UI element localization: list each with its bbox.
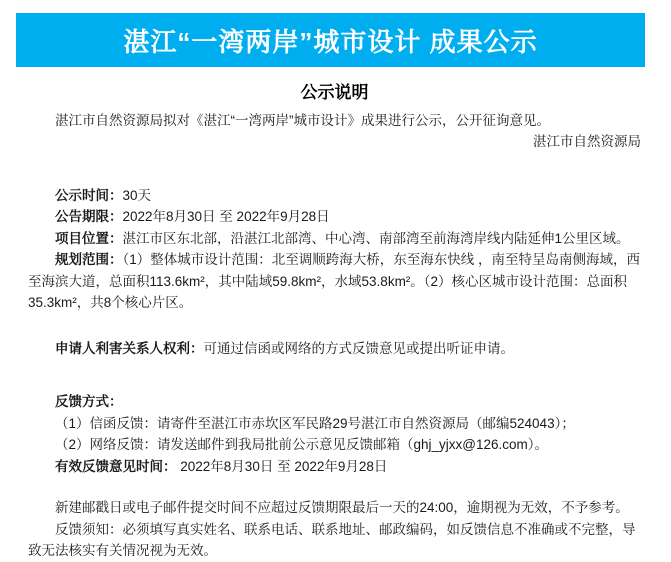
spacer xyxy=(28,477,641,497)
valid-time-value: 2022年8月30日 至 2022年9月28日 xyxy=(180,458,388,474)
field-label: 规划范围： xyxy=(55,252,123,267)
notice-body xyxy=(0,82,671,562)
notice-title-banner xyxy=(16,13,645,67)
field-value: 2022年8月30日 至 2022年9月28日 xyxy=(122,209,330,224)
field-planning-scope xyxy=(28,249,641,314)
note-requirements: 反馈须知：必须填写真实姓名、联系电话、联系地址、邮政编码，如反馈信息不准确或不完整，导致无法核实有关情况视为无效。 xyxy=(28,521,636,558)
valid-time-label: 有效反馈意见时间： xyxy=(55,458,177,474)
field-value: 湛江市区东北部，沿湛江北部湾、中心湾、南部湾至前海湾岸线内陆延伸1公里区域。 xyxy=(122,230,630,246)
issuer-signature: 湛江市自然资源局 xyxy=(533,134,641,149)
feedback-item-email: （2）网络反馈：请发送邮件到我局批前公示意见反馈邮箱（ghj_yjxx@126.com）。 xyxy=(55,437,549,452)
spacer xyxy=(28,359,641,391)
field-value: 30天 xyxy=(122,187,152,203)
field-label: 项目位置： xyxy=(55,230,123,246)
intro-paragraph: 湛江市自然资源局拟对《湛江“一湾两岸”城市设计》成果进行公示，公开征询意见。 xyxy=(55,112,550,128)
section-heading: 公示说明 xyxy=(300,83,369,102)
field-project-location xyxy=(28,228,641,250)
spacer xyxy=(28,314,641,338)
note-deadline: 新建邮戳日或电子邮件提交时间不应超过反馈期限最后一天的24:00，逾期视为无效，不予参考。 xyxy=(55,500,629,515)
field-label: 公示时间： xyxy=(55,187,123,203)
feedback-label-text: 反馈方式： xyxy=(55,394,123,409)
notice-title: 湛江“一湾两岸”城市设计 成果公示 xyxy=(123,26,538,57)
field-announcement-period xyxy=(28,206,641,228)
spacer xyxy=(28,153,641,185)
feedback-method-label xyxy=(28,391,641,413)
feedback-valid-time xyxy=(28,456,641,478)
feedback-item-mail: （1）信函反馈：请寄件至湛江市赤坎区军民路29号湛江市自然资源局（邮编524043）； xyxy=(55,415,575,431)
stakeholder-rights xyxy=(28,338,641,360)
field-publicity-duration xyxy=(28,185,641,207)
field-label: 公告期限： xyxy=(55,209,123,224)
field-value: （1）整体城市设计范围：北至调顺跨海大桥，东至海东快线 ，南至特呈岛南侧海域，西至海滨大道，总面积113.6km²，其中陆域59.8km²，水域53.8km²。（2）核心区城市设计范围：总面积35.3km²，共8个核心片区。 xyxy=(28,252,641,310)
rights-value: 可通过信函或网络的方式反馈意见或提出听证申请。 xyxy=(203,340,514,356)
rights-label: 申请人利害关系人权利： xyxy=(55,340,204,356)
